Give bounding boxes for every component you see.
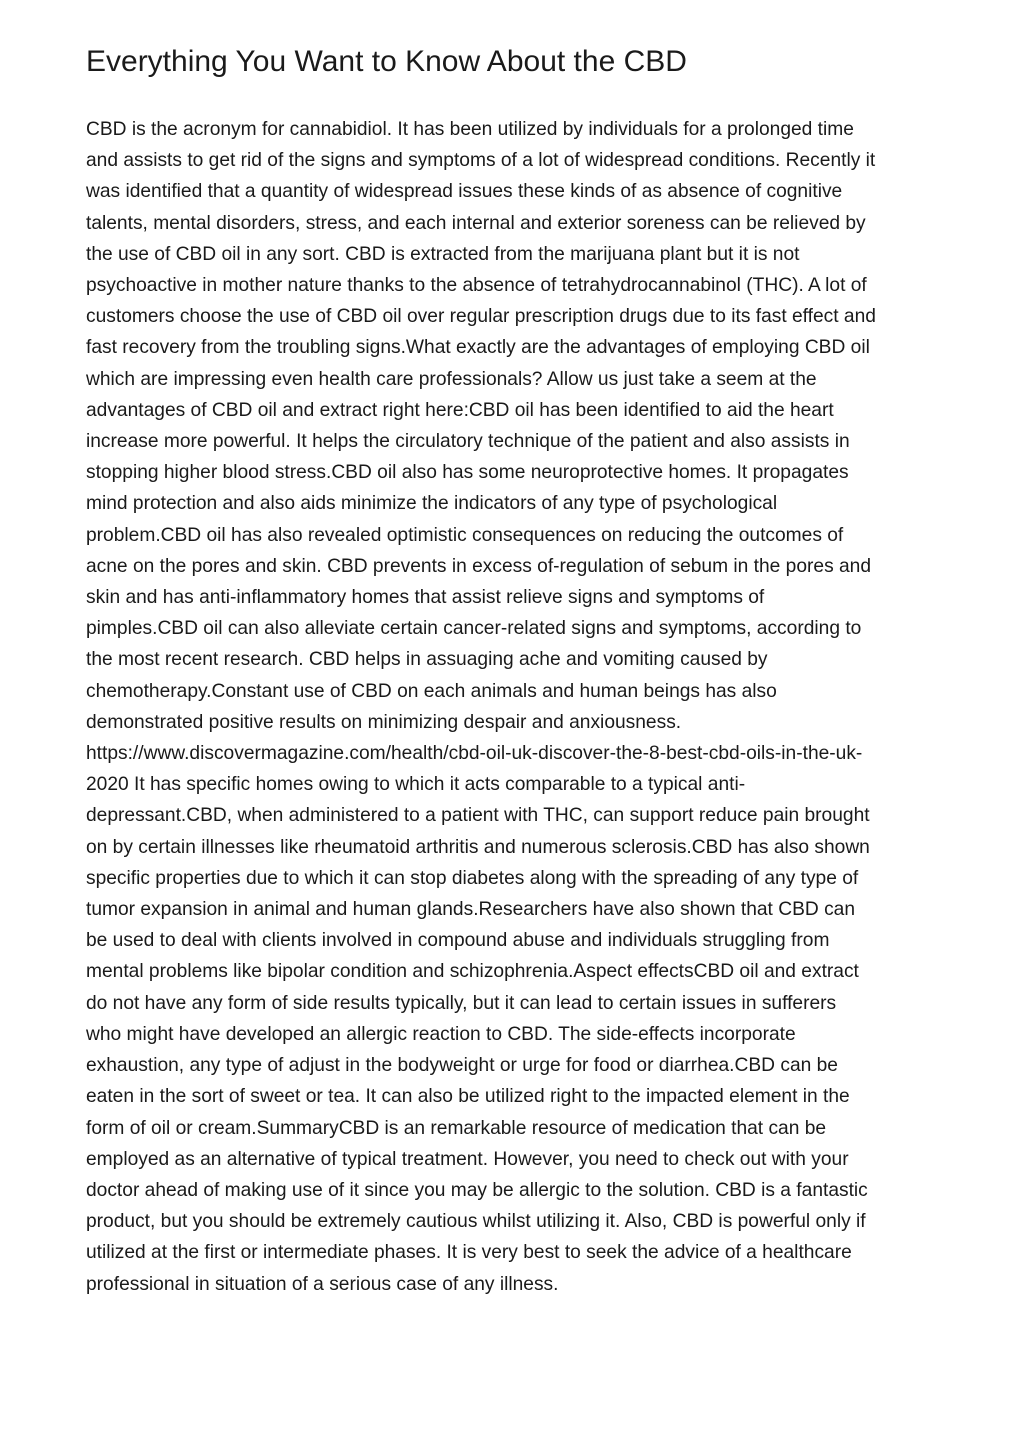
body-text-line: stopping higher blood stress.CBD oil also has some neuroprotective homes. It propagates	[86, 462, 849, 484]
body-text-line: chemotherapy.Constant use of CBD on each animals and human beings has also	[86, 680, 777, 702]
body-text-line: skin and has anti-inflammatory homes that assist relieve signs and symptoms of	[86, 587, 765, 609]
body-text-line: be used to deal with clients involved in compound abuse and individuals struggling from	[86, 930, 830, 952]
body-text-line: professional in situation of a serious case of any illness.	[86, 1273, 559, 1295]
body-text-line: product, but you should be extremely cautious whilst utilizing it. Also, CBD is powerful only if	[86, 1211, 866, 1233]
body-text-line: specific properties due to which it can stop diabetes along with the spreading of any type of	[86, 867, 859, 889]
body-text-line: problem.CBD oil has also revealed optimistic consequences on reducing the outcomes of	[86, 524, 844, 546]
body-text-line: the use of CBD oil in any sort. CBD is extracted from the marijuana plant but it is not	[86, 243, 800, 265]
body-text-line: on by certain illnesses like rheumatoid arthritis and numerous sclerosis.CBD has also shown	[86, 836, 870, 858]
body-text-line: acne on the pores and skin. CBD prevents in excess of-regulation of sebum in the pores and	[86, 555, 872, 577]
body-text-line: 2020 It has specific homes owing to which it acts comparable to a typical anti-	[86, 774, 746, 796]
body-text-line: advantages of CBD oil and extract right here:CBD oil has been identified to aid the heart	[86, 399, 834, 421]
body-text-line: which are impressing even health care professionals? Allow us just take a seem at the	[86, 368, 817, 390]
body-text-line: https://www.discovermagazine.com/health/cbd-oil-uk-discover-the-8-best-cbd-oils-in-the-uk-	[86, 743, 863, 765]
body-text-line: who might have developed an allergic reaction to CBD. The side-effects incorporate	[86, 1023, 796, 1045]
body-text-line: fast recovery from the troubling signs.What exactly are the advantages of employing CBD oil	[86, 337, 870, 359]
body-text-line: tumor expansion in animal and human glands.Researchers have also shown that CBD can	[86, 899, 855, 921]
body-text-line: customers choose the use of CBD oil over regular prescription drugs due to its fast effect and	[86, 306, 876, 328]
body-text-line: pimples.CBD oil can also alleviate certain cancer-related signs and symptoms, according to	[86, 618, 862, 640]
document-title: Everything You Want to Know About the CBD	[86, 45, 687, 78]
body-text-line: mind protection and also aids minimize the indicators of any type of psychological	[86, 493, 778, 515]
body-text-line: the most recent research. CBD helps in assuaging ache and vomiting caused by	[86, 649, 768, 671]
body-text-line: utilized at the first or intermediate phases. It is very best to seek the advice of a healthcare	[86, 1242, 852, 1264]
body-text-line: was identified that a quantity of widespread issues these kinds of as absence of cognitive	[86, 181, 843, 203]
body-text-line: eaten in the sort of sweet or tea. It can also be utilized right to the impacted element in the	[86, 1086, 850, 1108]
body-text-line: and assists to get rid of the signs and symptoms of a lot of widespread conditions. Recently it	[86, 150, 876, 172]
body-text-line: depressant.CBD, when administered to a patient with THC, can support reduce pain brought	[86, 805, 870, 827]
document-body	[86, 114, 946, 1300]
body-text-line: doctor ahead of making use of it since you may be allergic to the solution. CBD is a fantastic	[86, 1179, 868, 1201]
body-text-line: form of oil or cream.SummaryCBD is an remarkable resource of medication that can be	[86, 1117, 827, 1139]
body-text-line: talents, mental disorders, stress, and each internal and exterior soreness can be relieved by	[86, 212, 866, 234]
body-text-line: do not have any form of side results typically, but it can lead to certain issues in sufferers	[86, 992, 837, 1014]
body-text-line: employed as an alternative of typical treatment. However, you need to check out with your	[86, 1148, 849, 1170]
body-text-line: psychoactive in mother nature thanks to the absence of tetrahydrocannabinol (THC). A lot of	[86, 275, 867, 297]
body-text-line: CBD is the acronym for cannabidiol. It has been utilized by individuals for a prolonged time	[86, 119, 854, 140]
body-text-line: exhaustion, any type of adjust in the bodyweight or urge for food or diarrhea.CBD can be	[86, 1055, 838, 1077]
body-text-line: increase more powerful. It helps the circulatory technique of the patient and also assists in	[86, 431, 850, 453]
body-text-line: demonstrated positive results on minimizing despair and anxiousness.	[86, 711, 682, 733]
body-text-line: mental problems like bipolar condition and schizophrenia.Aspect effectsCBD oil and extract	[86, 961, 859, 983]
